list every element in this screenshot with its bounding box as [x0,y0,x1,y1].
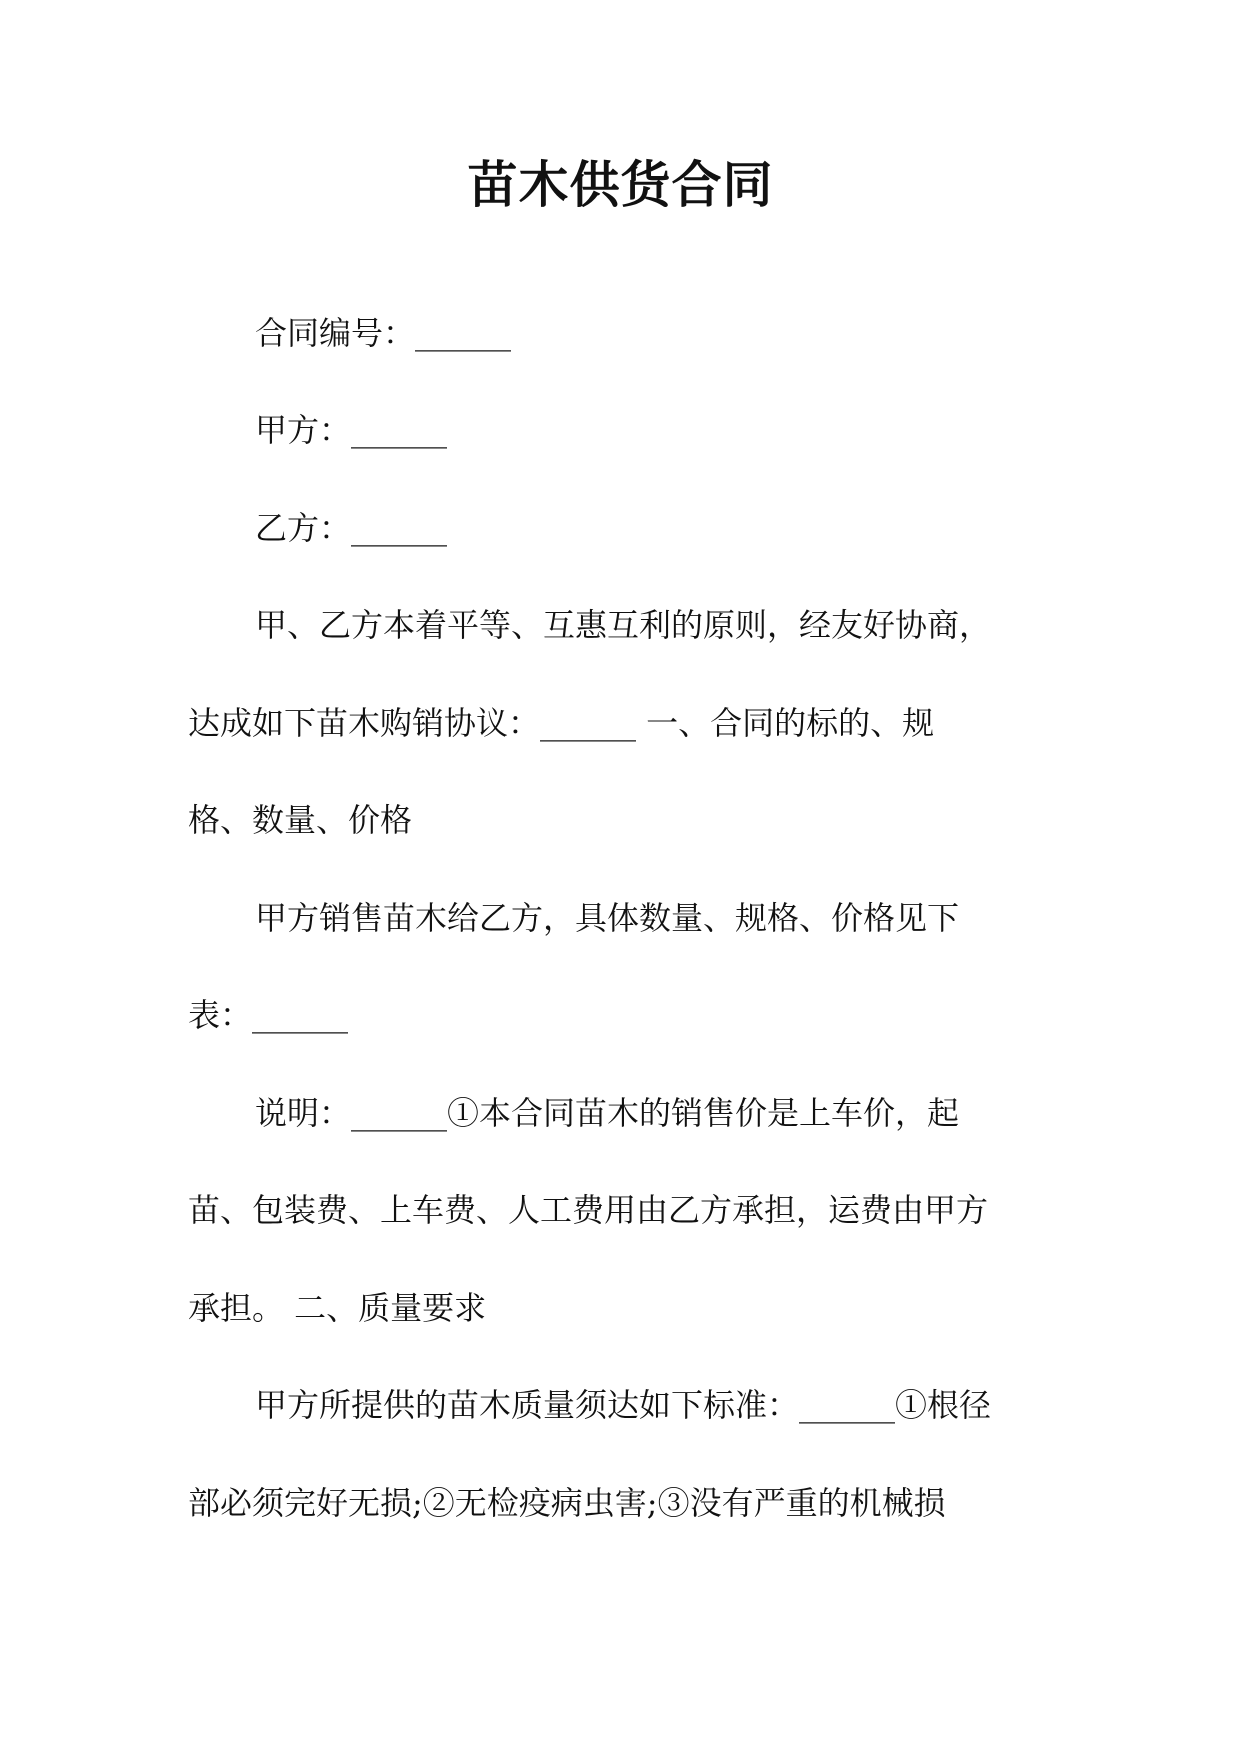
party-a-line: 甲方：______ [255,411,448,449]
paragraph-line: 说明：______①本合同苗木的销售价是上车价，起 [255,1094,960,1132]
paragraph-line: 苗、包装费、上车费、人工费用由乙方承担，运费由甲方 [188,1191,989,1229]
contract-number-line: 合同编号：______ [255,314,512,352]
party-b-line: 乙方：______ [255,509,448,547]
paragraph-line: 达成如下苗木购销协议：______ 一、合同的标的、规 [188,704,935,742]
paragraph-line: 甲方所提供的苗木质量须达如下标准：______①根径 [255,1386,992,1424]
paragraph-line: 格、数量、价格 [188,801,413,839]
paragraph-line: 部必须完好无损;②无检疫病虫害;③没有严重的机械损 [188,1484,946,1522]
paragraph-line: 承担。 二、质量要求 [188,1289,487,1327]
paragraph-line: 甲、乙方本着平等、互惠互利的原则，经友好协商， [255,606,992,644]
paragraph-line: 甲方销售苗木给乙方，具体数量、规格、价格见下 [255,899,960,937]
document-title: 苗木供货合同 [467,156,774,214]
paragraph-line: 表：______ [188,996,349,1034]
